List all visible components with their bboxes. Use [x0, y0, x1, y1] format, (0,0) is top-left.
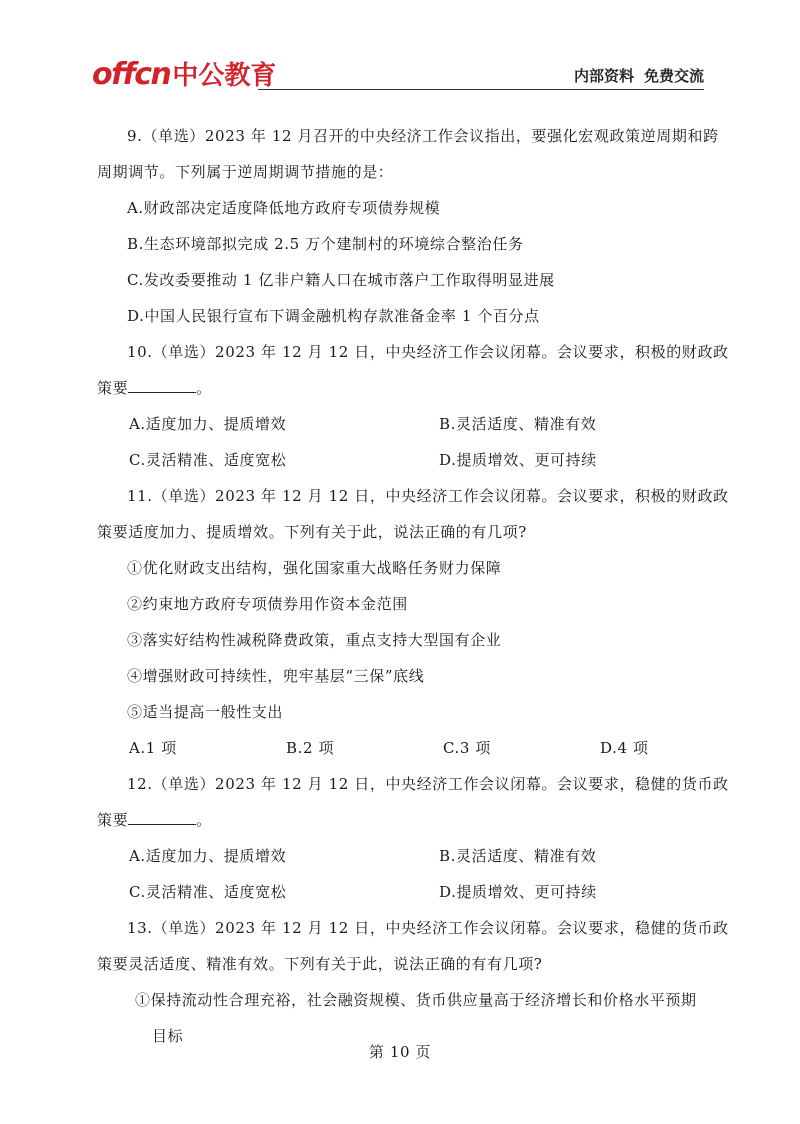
question-stem-cont: 策要灵活适度、精准有效。下列有关于此，说法正确的有有几项? — [97, 955, 543, 973]
header-tags — [574, 65, 704, 86]
options-row — [97, 838, 715, 874]
option-d: D.中国人民银行宣布下调金融机构存款准备金率 1 个百分点 — [127, 307, 540, 325]
header-divider — [258, 89, 704, 90]
option-a: A.适度加力、提质增效 — [129, 847, 287, 865]
stem-text: 策要 — [97, 379, 129, 397]
option-a: A.1 项 — [129, 739, 177, 757]
question-stem-cont — [97, 802, 715, 838]
answer-blank — [128, 378, 196, 393]
statement-3: ③落实好结构性减税降费政策，重点支持大型国有企业 — [127, 631, 502, 649]
option-d: D.4 项 — [600, 739, 649, 757]
question-stem: 12.（单选）2023 年 12 月 12 日，中央经济工作会议闭幕。会议要求，稳健的货币政 — [127, 775, 729, 793]
logo-text-en: offcn — [92, 57, 171, 92]
statement-1: ①保持流动性合理充裕，社会融资规模、货币供应量高于经济增长和价格水平预期 — [135, 991, 697, 1009]
question-stem: 10.（单选）2023 年 12 月 12 日，中央经济工作会议闭幕。会议要求，积极的财政政 — [127, 343, 729, 361]
option-b: B.灵活适度、精准有效 — [439, 847, 597, 865]
statement-2: ②约束地方政府专项债券用作资本金范围 — [127, 595, 408, 613]
page-header — [92, 55, 704, 93]
option-c: C.灵活精准、适度宽松 — [129, 451, 287, 469]
page-number: 第 10 页 — [368, 1043, 432, 1061]
question-13 — [97, 910, 729, 1054]
question-10 — [97, 334, 729, 478]
offcn-logo — [92, 55, 277, 92]
option-c: C.灵活精准、适度宽松 — [129, 883, 287, 901]
question-stem: 11.（单选）2023 年 12 月 12 日，中央经济工作会议闭幕。会议要求，积极的财政政 — [127, 487, 729, 505]
question-stem-cont: 策要适度加力、提质增效。下列有关于此，说法正确的有几项? — [97, 523, 527, 541]
question-12 — [97, 766, 729, 910]
option-d: D.提质增效、更可持续 — [439, 451, 597, 469]
option-b: B.灵活适度、精准有效 — [439, 415, 597, 433]
stem-punct: 。 — [196, 811, 212, 829]
logo-text-cn: 中公教育 — [172, 61, 277, 91]
statement-1: ①优化财政支出结构，强化国家重大战略任务财力保障 — [127, 559, 502, 577]
option-a: A.财政部决定适度降低地方政府专项债券规模 — [127, 199, 441, 217]
document-body — [97, 118, 729, 1054]
option-b: B.2 项 — [286, 739, 335, 757]
option-c: C.3 项 — [443, 739, 492, 757]
option-d: D.提质增效、更可持续 — [439, 883, 597, 901]
question-9 — [97, 118, 719, 334]
statement-5: ⑤适当提高一般性支出 — [127, 703, 284, 721]
options-row — [97, 874, 715, 910]
option-b: B.生态环境部拟完成 2.5 万个建制村的环境综合整治任务 — [127, 235, 524, 253]
statement-4: ④增强财政可持续性，兜牢基层“三保”底线 — [127, 667, 425, 685]
internal-material-tag: 内部资料 — [573, 67, 634, 85]
question-stem-cont: 周期调节。下列属于逆周期调节措施的是： — [97, 163, 394, 181]
answer-blank — [128, 810, 196, 825]
options-row — [97, 442, 715, 478]
options-row — [97, 730, 715, 766]
statement-1-cont: 目标 — [152, 1027, 184, 1045]
question-stem: 9.（单选）2023 年 12 月召开的中央经济工作会议指出，要强化宏观政策逆周期和跨 — [127, 127, 719, 145]
free-exchange-tag: 免费交流 — [643, 67, 704, 85]
stem-punct: 。 — [196, 379, 212, 397]
stem-text: 策要 — [97, 811, 129, 829]
option-a: A.适度加力、提质增效 — [129, 415, 287, 433]
question-stem-cont — [97, 370, 715, 406]
question-11 — [97, 478, 729, 766]
options-row — [97, 406, 715, 442]
question-stem: 13.（单选）2023 年 12 月 12 日，中央经济工作会议闭幕。会议要求，稳健的货币政 — [127, 919, 729, 937]
option-c: C.发改委要推动 1 亿非户籍人口在城市落户工作取得明显进展 — [127, 271, 555, 289]
